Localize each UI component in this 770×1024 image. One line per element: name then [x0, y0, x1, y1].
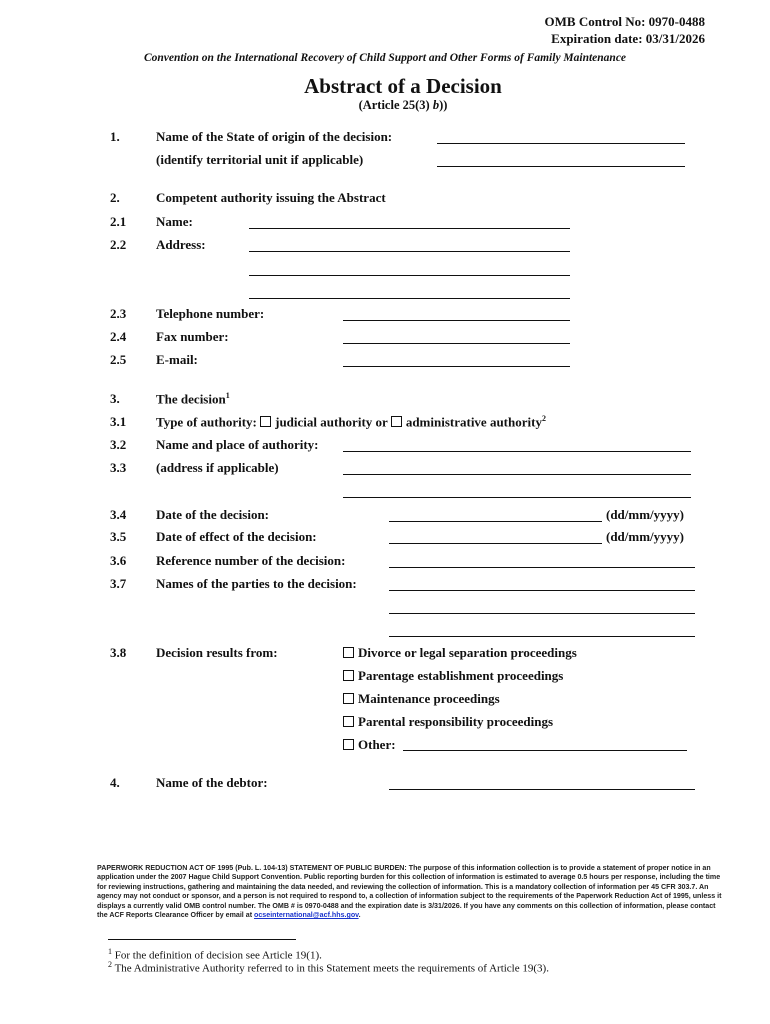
item-2-5-number: 2.5 [110, 352, 127, 367]
notice-text-end: . [358, 911, 361, 920]
state-of-origin-field[interactable] [437, 143, 685, 144]
authority-address-field-1[interactable] [249, 251, 570, 252]
effect-date-field[interactable] [389, 543, 602, 544]
footnote-1-marker: 1 [108, 947, 112, 956]
fax-field[interactable] [343, 343, 570, 344]
option-parentage [343, 668, 563, 684]
decision-heading-text: The decision [156, 391, 226, 407]
decision-results-label: Decision results from: [156, 645, 278, 660]
option-divorce [343, 645, 577, 661]
authority-name-label: Name: [156, 214, 193, 229]
expiration-date: Expiration date: 03/31/2026 [551, 31, 705, 46]
notice-email-link[interactable]: ocseinternational@acf.hhs.gov [254, 911, 359, 920]
territorial-unit-label: (identify territorial unit if applicable) [156, 152, 364, 167]
decision-heading [156, 391, 230, 407]
section-2-number: 2. [110, 190, 120, 205]
subtitle-suffix: )) [439, 98, 448, 112]
item-2-1-number: 2.1 [110, 214, 127, 229]
telephone-field[interactable] [343, 320, 570, 321]
section-3-number: 3. [110, 391, 120, 406]
telephone-label: Telephone number: [156, 306, 265, 321]
debtor-name-field[interactable] [389, 789, 695, 790]
option-parental-responsibility [343, 714, 553, 730]
item-3-4-number: 3.4 [110, 507, 127, 522]
footnote-ref-1: 1 [225, 391, 230, 400]
section-4-number: 4. [110, 775, 120, 790]
authority-name-field[interactable] [249, 228, 570, 229]
footnote-2-text: The Administrative Authority referred to in this Statement meets the requirements of Article 19(3). [114, 962, 549, 975]
parental-responsibility-checkbox[interactable] [343, 716, 354, 727]
parties-label: Names of the parties to the decision: [156, 576, 357, 591]
fax-label: Fax number: [156, 329, 229, 344]
divorce-checkbox[interactable] [343, 647, 354, 658]
authority-place-label: Name and place of authority: [156, 437, 319, 452]
authority-address-field-3[interactable] [249, 298, 570, 299]
subtitle-letter: b [432, 98, 440, 112]
reference-number-label: Reference number of the decision: [156, 553, 346, 568]
state-of-origin-label: Name of the State of origin of the decision: [156, 129, 393, 144]
section-1-number: 1. [110, 129, 120, 144]
divorce-label: Divorce or legal separation proceedings [358, 645, 577, 660]
parental-responsibility-label: Parental responsibility proceedings [358, 714, 554, 729]
option-maintenance [343, 691, 500, 707]
subtitle-prefix: (Article 25(3) [358, 98, 433, 112]
parties-field-1[interactable] [389, 590, 695, 591]
item-3-7-number: 3.7 [110, 576, 127, 591]
authority-address-optional-field-1[interactable] [343, 474, 691, 475]
item-3-8-number: 3.8 [110, 645, 127, 660]
other-field[interactable] [403, 750, 687, 751]
other-checkbox[interactable] [343, 739, 354, 750]
authority-address-label: Address: [156, 237, 206, 252]
item-3-6-number: 3.6 [110, 553, 127, 568]
item-2-4-number: 2.4 [110, 329, 127, 344]
parentage-checkbox[interactable] [343, 670, 354, 681]
email-field[interactable] [343, 366, 570, 367]
parties-field-3[interactable] [389, 636, 695, 637]
email-label: E-mail: [156, 352, 198, 367]
judicial-authority-label: judicial authority or [275, 414, 388, 430]
item-2-2-number: 2.2 [110, 237, 127, 252]
paperwork-reduction-notice [97, 864, 727, 920]
debtor-name-label: Name of the debtor: [156, 775, 268, 790]
other-label: Other: [358, 737, 396, 752]
authority-type-row [156, 414, 546, 430]
item-3-3-number: 3.3 [110, 460, 127, 475]
decision-date-field[interactable] [389, 521, 602, 522]
item-3-2-number: 3.2 [110, 437, 127, 452]
decision-date-label: Date of the decision: [156, 507, 270, 522]
parentage-label: Parentage establishment proceedings [358, 668, 564, 683]
reference-number-field[interactable] [389, 567, 695, 568]
authority-place-field[interactable] [343, 451, 691, 452]
footnote-separator [108, 939, 296, 940]
effect-date-format: (dd/mm/yyyy) [606, 529, 684, 544]
competent-authority-heading: Competent authority issuing the Abstract [156, 190, 386, 205]
item-3-1-number: 3.1 [110, 414, 127, 429]
item-3-5-number: 3.5 [110, 529, 127, 544]
notice-text: PAPERWORK REDUCTION ACT OF 1995 (Pub. L. 104-13) STATEMENT OF PUBLIC BURDEN: The purpose of this information collection is to provide a statement of proper notice in an application under the 2007 Hague Child Support Convention. Public reporting burden for this collection of information is estimated to average 0.5 hours per response, including the time for reviewing instructions, gathering and maintaining the data needed, and reviewing the collection of information. This is a mandatory collection of information per 45 CFR 303.7. An agency may not conduct or sponsor, and a person is not required to respond to, a collection of information subject to the requirements of the Paperwork Reduction Act of 1995, unless it displays a currently valid OMB control number. The OMB # is 0970-0488 and the expiration date is 3/31/2026. If you have any comments on this collection of information, please contact the ACF Reports Clearance Officer by email at [97, 864, 722, 920]
omb-control-number: OMB Control No: 0970-0488 [544, 14, 705, 29]
administrative-authority-checkbox[interactable] [391, 416, 402, 427]
territorial-unit-field[interactable] [437, 166, 685, 167]
footnote-ref-2: 2 [541, 414, 546, 423]
maintenance-checkbox[interactable] [343, 693, 354, 704]
footnote-2-marker: 2 [108, 960, 112, 969]
authority-address-field-2[interactable] [249, 275, 570, 276]
page-title: Abstract of a Decision [304, 74, 502, 98]
convention-title: Convention on the International Recovery of Child Support and Other Forms of Family Maintenance [143, 52, 627, 64]
parties-field-2[interactable] [389, 613, 695, 614]
decision-date-format: (dd/mm/yyyy) [606, 507, 684, 522]
footnote-2 [108, 960, 549, 975]
authority-address-optional-field-2[interactable] [343, 497, 691, 498]
authority-type-label: Type of authority: [156, 414, 257, 430]
judicial-authority-checkbox[interactable] [260, 416, 271, 427]
option-other [343, 737, 396, 753]
page-subtitle [0, 98, 770, 113]
effect-date-label: Date of effect of the decision: [156, 529, 317, 544]
administrative-authority-label: administrative authority [405, 414, 542, 430]
item-2-3-number: 2.3 [110, 306, 127, 321]
authority-address-optional-label: (address if applicable) [156, 460, 279, 475]
maintenance-label: Maintenance proceedings [358, 691, 500, 706]
footnote-1-text: For the definition of decision see Article 19(1). [114, 949, 322, 962]
